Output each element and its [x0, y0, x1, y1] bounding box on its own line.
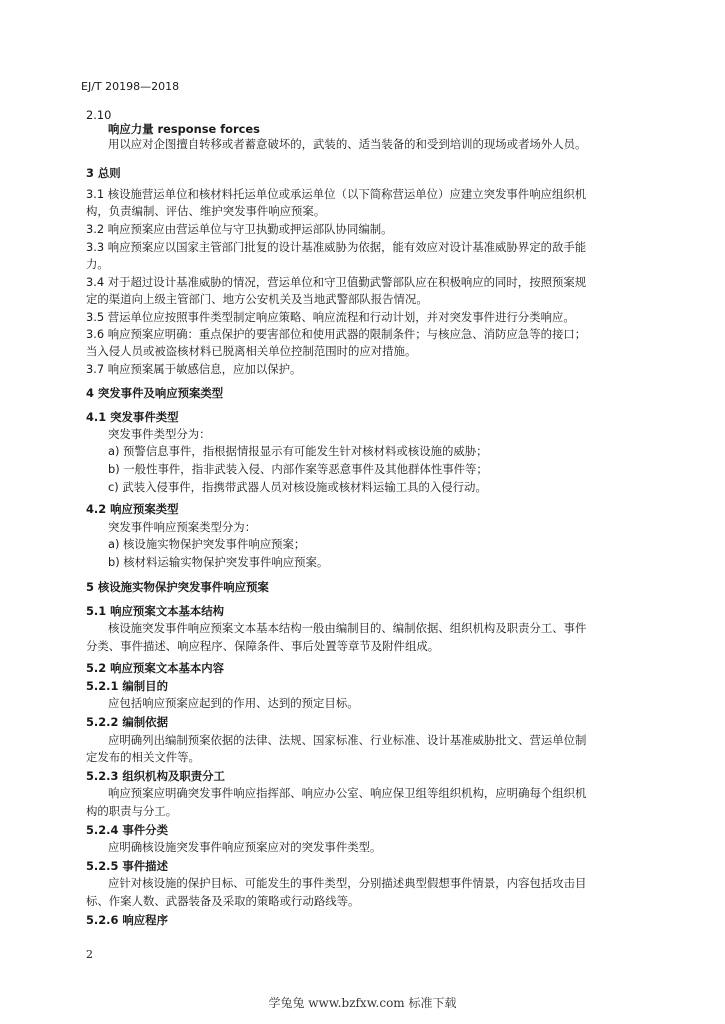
subsection-heading: 5.1 响应预案文本基本结构 — [86, 604, 225, 618]
term-definition: 用以应对企图擅自转移或者蓄意破坏的，武装的、适当装备的和受到培训的现场或者场外人员。 — [108, 137, 587, 151]
paragraph-line: 3.4 对于超过设计基准威胁的情况，营运单位和守卫值勤武警部队应在积极响应的同时，按照预案规 — [86, 275, 587, 289]
subsection-heading: 5.2.5 事件描述 — [86, 859, 168, 873]
paragraph-line: 3.6 响应预案应明确：重点保护的要害部位和使用武器的限制条件；与核应急、消防应急等的接口； — [86, 327, 587, 341]
paragraph-line: 构，负责编制、评估、维护突发事件响应预案。 — [86, 204, 326, 218]
paragraph-line: 应明确核设施突发事件响应预案应对的突发事件类型。 — [108, 840, 382, 854]
paragraph-line: 分类、事件描述、响应程序、保障条件、事后处置等章节及附件组成。 — [86, 639, 440, 653]
list-item: b) 核材料运输实物保护突发事件响应预案。 — [108, 555, 329, 569]
paragraph-line: 3.3 响应预案应以国家主管部门批复的设计基准威胁为依据，能有效应对设计基准威胁界定的敌手能 — [86, 240, 587, 254]
paragraph-line: 3.7 响应预案属于敏感信息，应加以保护。 — [86, 362, 302, 376]
paragraph-line: 核设施突发事件响应预案文本基本结构一般由编制目的、编制依据、组织机构及职责分工、事件 — [108, 621, 587, 635]
paragraph-line: 力。 — [86, 257, 109, 271]
list-item: a) 核设施实物保护突发事件响应预案； — [108, 537, 306, 551]
paragraph-line: 定的渠道向上级主管部门、地方公安机关及当地武警部队报告情况。 — [86, 292, 428, 306]
subsection-heading: 5.2.2 编制依据 — [86, 715, 168, 729]
paragraph-line: 构的职责与分工。 — [86, 804, 178, 818]
term-title: 响应力量 response forces — [108, 122, 260, 136]
paragraph-line: 突发事件类型分为： — [108, 427, 211, 441]
subsection-heading: 4.1 突发事件类型 — [86, 410, 179, 424]
document-code: EJ/T 20198—2018 — [81, 80, 180, 93]
paragraph-line: 定发布的相关文件等。 — [86, 750, 200, 764]
paragraph-line: 应针对核设施的保护目标、可能发生的事件类型，分别描述典型假想事件情景，内容包括攻击目 — [108, 876, 587, 890]
section-heading: 5 核设施实物保护突发事件响应预案 — [86, 580, 269, 594]
clause-number: 2.10 — [86, 108, 112, 122]
footer-watermark: 学兔兔 www.bzfxw.com 标准下载 — [268, 996, 457, 1010]
list-item: a) 预警信息事件，指根据情报显示有可能发生针对核材料或核设施的威胁； — [108, 444, 488, 458]
list-item: c) 武装入侵事件，指携带武器人员对核设施或核材料运输工具的入侵行动。 — [108, 480, 487, 494]
paragraph-line: 3.1 核设施营运单位和核材料托运单位或承运单位（以下简称营运单位）应建立突发事件响应组织机 — [86, 187, 587, 201]
page-number: 2 — [86, 948, 93, 961]
paragraph-line: 响应预案应明确突发事件响应指挥部、响应办公室、响应保卫组等组织机构，应明确每个组织机 — [108, 786, 587, 800]
section-heading: 3 总则 — [86, 166, 121, 180]
section-heading: 4 突发事件及响应预案类型 — [86, 386, 224, 400]
subsection-heading: 5.2.4 事件分类 — [86, 823, 168, 837]
paragraph-line: 突发事件响应预案类型分为： — [108, 520, 257, 534]
subsection-heading: 5.2.6 响应程序 — [86, 913, 168, 927]
subsection-heading: 4.2 响应预案类型 — [86, 502, 179, 516]
list-item: b) 一般性事件，指非武装入侵、内部作案等恶意事件及其他群体性事件等； — [108, 462, 488, 476]
subsection-heading: 5.2 响应预案文本基本内容 — [86, 661, 225, 675]
paragraph-line: 3.2 响应预案应由营运单位与守卫执勤或押运部队协同编制。 — [86, 222, 393, 236]
paragraph-line: 3.5 营运单位应按照事件类型制定响应策略、响应流程和行动计划，并对突发事件进行分类响应。 — [86, 310, 575, 324]
paragraph-line: 标、作案人数、武器装备及采取的策略或行动路线等。 — [86, 894, 360, 908]
paragraph-line: 应包括响应预案应起到的作用、达到的预定目标。 — [108, 696, 359, 710]
paragraph-line: 当入侵人员或被盗核材料已脱离相关单位控制范围时的应对措施。 — [86, 344, 417, 358]
subsection-heading: 5.2.3 组织机构及职责分工 — [86, 769, 225, 783]
subsection-heading: 5.2.1 编制目的 — [86, 679, 168, 693]
paragraph-line: 应明确列出编制预案依据的法律、法规、国家标准、行业标准、设计基准威胁批文、营运单位制 — [108, 733, 587, 747]
